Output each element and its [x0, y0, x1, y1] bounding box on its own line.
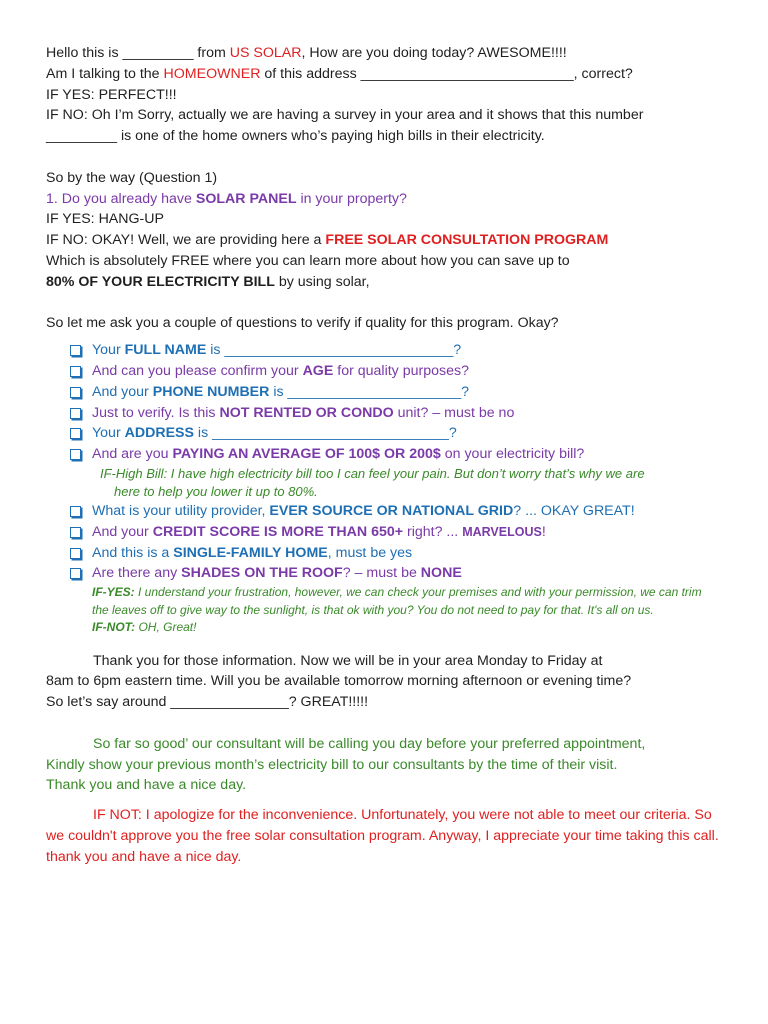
company-name: US SOLAR: [229, 45, 302, 61]
spacer: [46, 637, 736, 651]
item-highlight: NOT RENTED OR CONDO: [219, 404, 394, 421]
homeowner-highlight: HOMEOWNER: [163, 65, 261, 82]
bill-savings-text: by using solar,: [274, 273, 370, 290]
checklist-item-single-family: [70, 543, 736, 564]
item-text-mid: ? – must be: [342, 565, 421, 582]
checkbox-icon: [70, 506, 81, 517]
high-bill-line-1: IF-High Bill: I have high electricity bill too I can feel your pain. But don’t worry that’s why we are: [100, 465, 645, 481]
spacer: [46, 147, 736, 168]
if-no-sorry: IF NO: Oh I’m Sorry, actually we are having a survey in your area and it shows that this number: [46, 107, 644, 124]
checklist-item-phone: [70, 382, 736, 403]
ask-questions-line: So let me ask you a couple of questions to verify if quality for this program. Okay?: [46, 315, 559, 332]
script-document: [46, 43, 736, 868]
if-yes-shades-response: [70, 584, 718, 619]
spacer: [46, 293, 736, 314]
thanks-line-1: Thank you for those information. Now we will be in your area Monday to Friday at: [93, 652, 603, 669]
so-far-line-3: Thank you and have a nice day.: [46, 777, 247, 794]
if-not-shades-response: [70, 619, 736, 637]
checklist-item-paying-average: [70, 444, 736, 501]
item-highlight: SHADES ON THE ROOF: [181, 565, 343, 582]
item-text-end: for quality purposes?: [333, 362, 469, 379]
free-line: Which is absolutely FREE where you can learn more about how you can save up to: [46, 252, 570, 269]
item-text: And your: [92, 523, 153, 540]
if-yes-text: I understand your frustration, however, we can check your premises and with your permission, we can trim the leaves off to give way to the sunlight, is that ok with you? You do not need to pay for that. It's all on us.: [92, 585, 702, 617]
greeting-text-end: , How are you doing today? AWESOME!!!!: [301, 45, 567, 61]
bill-savings-highlight: 80% OF YOUR ELECTRICITY BILL: [46, 273, 275, 290]
bill-savings-line: [46, 272, 736, 293]
checkbox-icon: [70, 366, 81, 377]
spacer: [46, 796, 736, 805]
checkbox-icon: [70, 408, 81, 419]
so-far-line-1: So far so good’ our consultant will be calling you day before your preferred appointment,: [93, 735, 646, 752]
item-text-end: !: [541, 523, 546, 540]
item-text: What is your utility provider,: [92, 502, 270, 519]
item-highlight: FULL NAME: [124, 342, 207, 359]
homeowner-text-end: of this address ___________________________, correct?: [260, 65, 633, 82]
item-text-mid: right? ...: [403, 523, 463, 540]
item-text-end: on your electricity bill?: [440, 446, 585, 463]
checklist-item-full-name: [70, 340, 736, 361]
question-1-heading: So by the way (Question 1): [46, 169, 218, 186]
checkbox-icon: [70, 428, 81, 439]
thanks-line-2: 8am to 6pm eastern time. Will you be available tomorrow morning afternoon or evening time?: [46, 673, 632, 690]
so-far-line-2: Kindly show your previous month’s electricity bill to our consultants by the time of their visit.: [46, 756, 618, 773]
spacer: [46, 713, 736, 734]
if-no-okay: [46, 230, 736, 251]
none-highlight: NONE: [420, 565, 462, 582]
checkbox-icon: [70, 449, 81, 460]
if-not-qualified-paragraph: IF NOT: I apologize for the inconvenience. Unfortunately, you were not able to meet our criteria. So we couldn't approve you the free solar consultation program. Anyway, I appreciate your time taking this call. thank you and have a nice day.: [46, 807, 719, 866]
item-highlight: PAYING AN AVERAGE OF 100$ OR 200$: [172, 446, 441, 463]
item-text: Your: [92, 425, 125, 442]
item-text-end: ? ... OKAY GREAT!: [513, 502, 635, 519]
if-yes-perfect: IF YES: PERFECT!!!: [46, 86, 177, 103]
item-highlight: SINGLE-FAMILY HOME: [173, 544, 328, 561]
item-text: Your: [92, 342, 125, 359]
checkbox-icon: [70, 568, 81, 579]
if-not-label: IF-NOT:: [92, 620, 136, 635]
item-text-end: unit? – must be no: [393, 404, 515, 421]
item-text-end: is _____________________________?: [206, 342, 462, 359]
high-bills-line: _________ is one of the home owners who’s paying high bills in their electricity.: [46, 128, 545, 145]
qualification-checklist: [46, 340, 736, 584]
item-text-end: , must be yes: [327, 544, 413, 561]
checkbox-icon: [70, 387, 81, 398]
program-highlight: FREE SOLAR CONSULTATION PROGRAM: [325, 232, 609, 249]
item-highlight: ADDRESS: [124, 425, 194, 442]
checklist-item-credit-score: [70, 522, 736, 543]
thanks-line-3: So let’s say around _______________? GREAT!!!!!: [46, 694, 369, 711]
item-highlight: AGE: [302, 362, 334, 379]
checklist-item-age: [70, 361, 736, 382]
item-text: Are there any: [92, 565, 182, 582]
checklist-item-shades: [70, 563, 736, 584]
checklist-item-utility-provider: [70, 501, 736, 522]
homeowner-text: Am I talking to the: [46, 65, 164, 82]
question-1-text-end: in your property?: [296, 190, 407, 207]
if-no-text: IF NO: OKAY! Well, we are providing here a: [46, 232, 326, 249]
question-1-text: 1. Do you already have: [46, 190, 196, 207]
checklist-item-address: [70, 423, 736, 444]
greeting-line: [46, 43, 736, 64]
item-text: And can you please confirm your: [92, 362, 303, 379]
high-bill-response: [92, 465, 736, 501]
if-not-text: OH, Great!: [135, 620, 197, 635]
if-yes-label: IF-YES:: [92, 585, 135, 600]
if-yes-hangup: IF YES: HANG-UP: [46, 211, 164, 228]
checkbox-icon: [70, 548, 81, 559]
question-1: [46, 189, 736, 210]
checkbox-icon: [70, 527, 81, 538]
item-text: And your: [92, 383, 153, 400]
marvelous-highlight: MARVELOUS: [462, 524, 542, 539]
item-text: And this is a: [92, 544, 174, 561]
item-highlight: PHONE NUMBER: [152, 383, 270, 400]
checkbox-icon: [70, 345, 81, 356]
homeowner-line: [46, 64, 736, 85]
item-text: And are you: [92, 446, 173, 463]
item-text-end: is ______________________?: [269, 383, 470, 400]
checklist-item-not-rented: [70, 403, 736, 424]
item-highlight: CREDIT SCORE IS MORE THAN 650+: [152, 523, 404, 540]
greeting-text: Hello this is _________ from: [46, 45, 230, 61]
high-bill-line-2: here to help you lower it up to 80%.: [114, 483, 318, 499]
item-highlight: EVER SOURCE OR NATIONAL GRID: [269, 502, 514, 519]
solar-panel-highlight: SOLAR PANEL: [195, 190, 297, 207]
item-text: Just to verify. Is this: [92, 404, 220, 421]
item-text-end: is ______________________________?: [193, 425, 457, 442]
